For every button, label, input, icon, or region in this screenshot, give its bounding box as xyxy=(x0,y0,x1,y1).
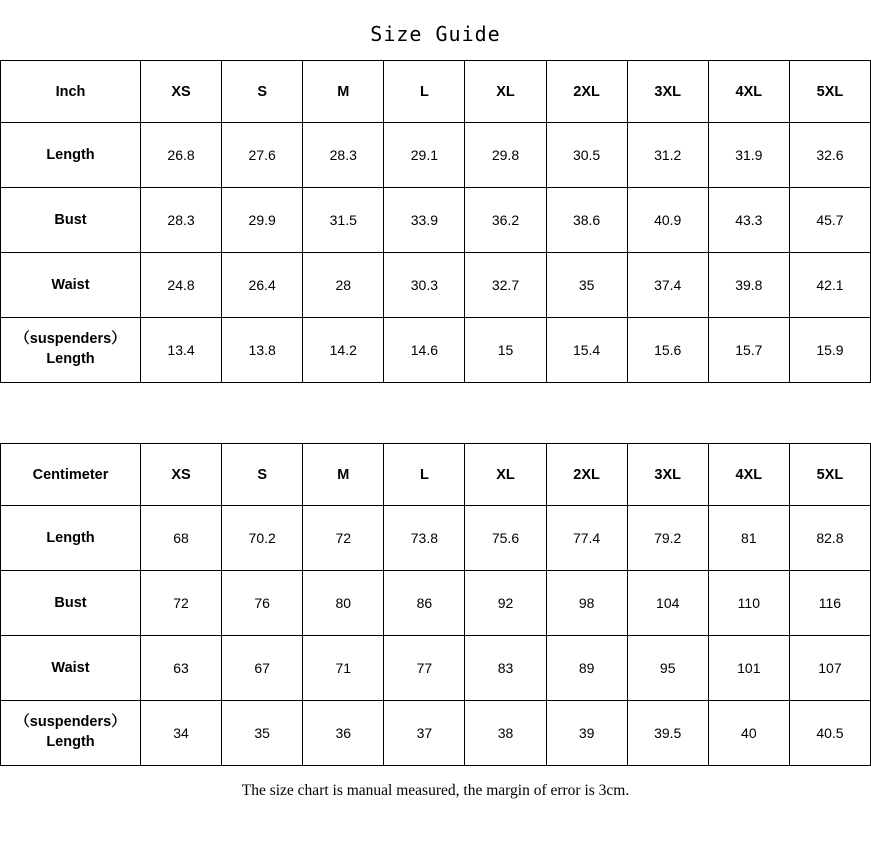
cell-waist-2xl: 35 xyxy=(546,253,627,318)
row-label-line2: Length xyxy=(46,351,95,367)
cell-length-xs: 26.8 xyxy=(141,123,222,188)
row-label-suspenders-length xyxy=(1,701,141,766)
column-header-l: L xyxy=(384,444,465,506)
cell-suspenders-4xl: 15.7 xyxy=(708,318,789,383)
unit-label-inch: Inch xyxy=(1,61,141,123)
table-row xyxy=(1,506,871,571)
column-header-4xl: 4XL xyxy=(708,61,789,123)
cell-waist-4xl: 39.8 xyxy=(708,253,789,318)
page-title: Size Guide xyxy=(370,22,501,46)
cell-length-5xl: 82.8 xyxy=(789,506,870,571)
cell-waist-l: 30.3 xyxy=(384,253,465,318)
column-header-2xl: 2XL xyxy=(546,444,627,506)
cell-suspenders-xl: 38 xyxy=(465,701,546,766)
cell-suspenders-xs: 13.4 xyxy=(141,318,222,383)
cell-suspenders-xl: 15 xyxy=(465,318,546,383)
column-header-3xl: 3XL xyxy=(627,61,708,123)
cell-length-l: 29.1 xyxy=(384,123,465,188)
table-row xyxy=(1,571,871,636)
cell-waist-l: 77 xyxy=(384,636,465,701)
row-label-waist: Waist xyxy=(1,636,141,701)
cell-waist-3xl: 37.4 xyxy=(627,253,708,318)
measurement-note: The size chart is manual measured, the margin of error is 3cm. xyxy=(241,782,630,799)
cell-bust-xl: 92 xyxy=(465,571,546,636)
cell-suspenders-2xl: 39 xyxy=(546,701,627,766)
cell-length-3xl: 79.2 xyxy=(627,506,708,571)
inch-size-table xyxy=(0,60,871,383)
row-label-waist: Waist xyxy=(1,253,141,318)
cell-suspenders-2xl: 15.4 xyxy=(546,318,627,383)
row-label-line1: （suspenders） xyxy=(15,714,126,731)
cell-waist-5xl: 42.1 xyxy=(789,253,870,318)
cell-bust-xs: 72 xyxy=(141,571,222,636)
cell-length-4xl: 31.9 xyxy=(708,123,789,188)
cell-bust-3xl: 40.9 xyxy=(627,188,708,253)
cell-waist-xl: 83 xyxy=(465,636,546,701)
cell-waist-4xl: 101 xyxy=(708,636,789,701)
column-header-xl: XL xyxy=(465,444,546,506)
column-header-m: M xyxy=(303,61,384,123)
cell-waist-xs: 24.8 xyxy=(141,253,222,318)
cell-waist-xs: 63 xyxy=(141,636,222,701)
cell-bust-xs: 28.3 xyxy=(141,188,222,253)
centimeter-table-wrapper xyxy=(0,443,871,766)
row-label-suspenders-length xyxy=(1,318,141,383)
cell-bust-l: 33.9 xyxy=(384,188,465,253)
column-header-4xl: 4XL xyxy=(708,444,789,506)
cell-bust-5xl: 116 xyxy=(789,571,870,636)
cell-length-2xl: 30.5 xyxy=(546,123,627,188)
row-label-line2: Length xyxy=(46,734,95,750)
cell-waist-3xl: 95 xyxy=(627,636,708,701)
cell-suspenders-l: 14.6 xyxy=(384,318,465,383)
row-label-length: Length xyxy=(1,123,141,188)
cell-suspenders-s: 13.8 xyxy=(222,318,303,383)
cell-length-s: 27.6 xyxy=(222,123,303,188)
cell-suspenders-s: 35 xyxy=(222,701,303,766)
cell-length-l: 73.8 xyxy=(384,506,465,571)
cell-length-2xl: 77.4 xyxy=(546,506,627,571)
column-header-s: S xyxy=(222,444,303,506)
cell-bust-xl: 36.2 xyxy=(465,188,546,253)
cell-length-5xl: 32.6 xyxy=(789,123,870,188)
column-header-s: S xyxy=(222,61,303,123)
row-label-line1: （suspenders） xyxy=(15,331,126,348)
table-row xyxy=(1,188,871,253)
cell-bust-2xl: 38.6 xyxy=(546,188,627,253)
cell-waist-5xl: 107 xyxy=(789,636,870,701)
inch-table-wrapper xyxy=(0,60,871,383)
table-row xyxy=(1,253,871,318)
cell-suspenders-5xl: 40.5 xyxy=(789,701,870,766)
column-header-5xl: 5XL xyxy=(789,61,870,123)
cell-length-s: 70.2 xyxy=(222,506,303,571)
cell-suspenders-4xl: 40 xyxy=(708,701,789,766)
cell-waist-s: 26.4 xyxy=(222,253,303,318)
column-header-xl: XL xyxy=(465,61,546,123)
cell-waist-2xl: 89 xyxy=(546,636,627,701)
cell-bust-s: 76 xyxy=(222,571,303,636)
table-header-row xyxy=(1,61,871,123)
cell-suspenders-3xl: 39.5 xyxy=(627,701,708,766)
cell-suspenders-3xl: 15.6 xyxy=(627,318,708,383)
unit-label-centimeter: Centimeter xyxy=(1,444,141,506)
cell-length-m: 28.3 xyxy=(303,123,384,188)
table-header-row xyxy=(1,444,871,506)
cell-bust-m: 31.5 xyxy=(303,188,384,253)
cell-waist-xl: 32.7 xyxy=(465,253,546,318)
cell-waist-s: 67 xyxy=(222,636,303,701)
cell-length-xl: 75.6 xyxy=(465,506,546,571)
table-row xyxy=(1,636,871,701)
cell-bust-2xl: 98 xyxy=(546,571,627,636)
table-separator xyxy=(0,383,871,443)
column-header-xs: XS xyxy=(141,61,222,123)
cell-suspenders-xs: 34 xyxy=(141,701,222,766)
table-row xyxy=(1,123,871,188)
cell-waist-m: 28 xyxy=(303,253,384,318)
cell-length-3xl: 31.2 xyxy=(627,123,708,188)
table-row xyxy=(1,701,871,766)
row-label-bust: Bust xyxy=(1,571,141,636)
table-row xyxy=(1,318,871,383)
cell-length-4xl: 81 xyxy=(708,506,789,571)
centimeter-size-table xyxy=(0,443,871,766)
cell-bust-5xl: 45.7 xyxy=(789,188,870,253)
cell-bust-4xl: 110 xyxy=(708,571,789,636)
column-header-3xl: 3XL xyxy=(627,444,708,506)
cell-suspenders-m: 36 xyxy=(303,701,384,766)
row-label-bust: Bust xyxy=(1,188,141,253)
cell-length-xs: 68 xyxy=(141,506,222,571)
column-header-xs: XS xyxy=(141,444,222,506)
cell-length-xl: 29.8 xyxy=(465,123,546,188)
cell-bust-4xl: 43.3 xyxy=(708,188,789,253)
column-header-l: L xyxy=(384,61,465,123)
cell-suspenders-l: 37 xyxy=(384,701,465,766)
cell-suspenders-5xl: 15.9 xyxy=(789,318,870,383)
column-header-2xl: 2XL xyxy=(546,61,627,123)
cell-waist-m: 71 xyxy=(303,636,384,701)
column-header-5xl: 5XL xyxy=(789,444,870,506)
column-header-m: M xyxy=(303,444,384,506)
row-label-length: Length xyxy=(1,506,141,571)
cell-length-m: 72 xyxy=(303,506,384,571)
cell-suspenders-m: 14.2 xyxy=(303,318,384,383)
cell-bust-s: 29.9 xyxy=(222,188,303,253)
cell-bust-m: 80 xyxy=(303,571,384,636)
cell-bust-3xl: 104 xyxy=(627,571,708,636)
cell-bust-l: 86 xyxy=(384,571,465,636)
